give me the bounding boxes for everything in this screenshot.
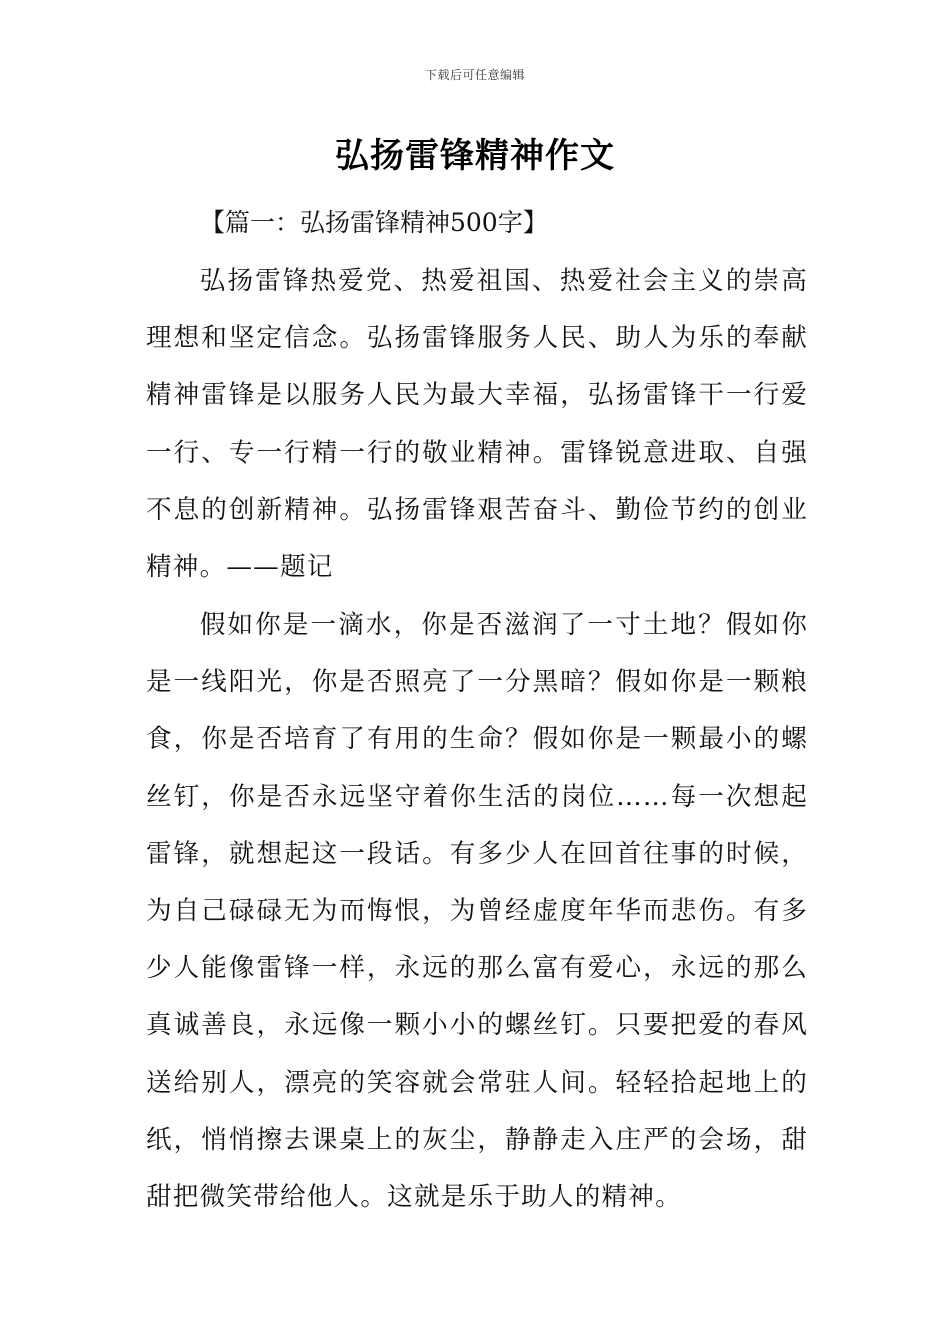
body-paragraph-1 <box>146 253 808 596</box>
paragraph-text: 弘扬雷锋热爱党、热爱祖国、热爱社会主义的崇高理想和坚定信念。弘扬雷锋服务人民、助人为乐的奉献精神雷锋是以服务人民为最大幸福，弘扬雷锋干一行爱一行、专一行精一行的敬业精神。雷锋锐意进取、自强不息的创新精神。弘扬雷锋艰苦奋斗、勤俭节约的创业精神。——题记 <box>146 266 808 583</box>
paragraph-text: 假如你是一滴水，你是否滋润了一寸土地？假如你是一线阳光，你是否照亮了一分黑暗？假如你是一颗粮食，你是否培育了有用的生命？假如你是一颗最小的螺丝钉，你是否永远坚守着你生活的岗位……每一次想起雷锋，就想起这一段话。有多少人在回首往事的时候，为自己碌碌无为而悔恨，为曾经虚度年华而悲伤。有多少人能像雷锋一样，永远的那么富有爱心，永远的那么真诚善良，永远像一颗小小的螺丝钉。只要把爱的春风送给别人，漂亮的笑容就会常驻人间。轻轻拾起地上的纸，悄悄擦去课桌上的灰尘，静静走入庄严的会场，甜甜把微笑带给他人。这就是乐于助人的精神。 <box>146 610 808 1213</box>
header-note: 下载后可任意编辑 <box>424 68 525 82</box>
section-heading: 【篇一：弘扬雷锋精神500字】 <box>200 208 548 237</box>
document-title: 弘扬雷锋精神作文 <box>335 136 615 176</box>
body-paragraph-2 <box>146 597 808 1226</box>
